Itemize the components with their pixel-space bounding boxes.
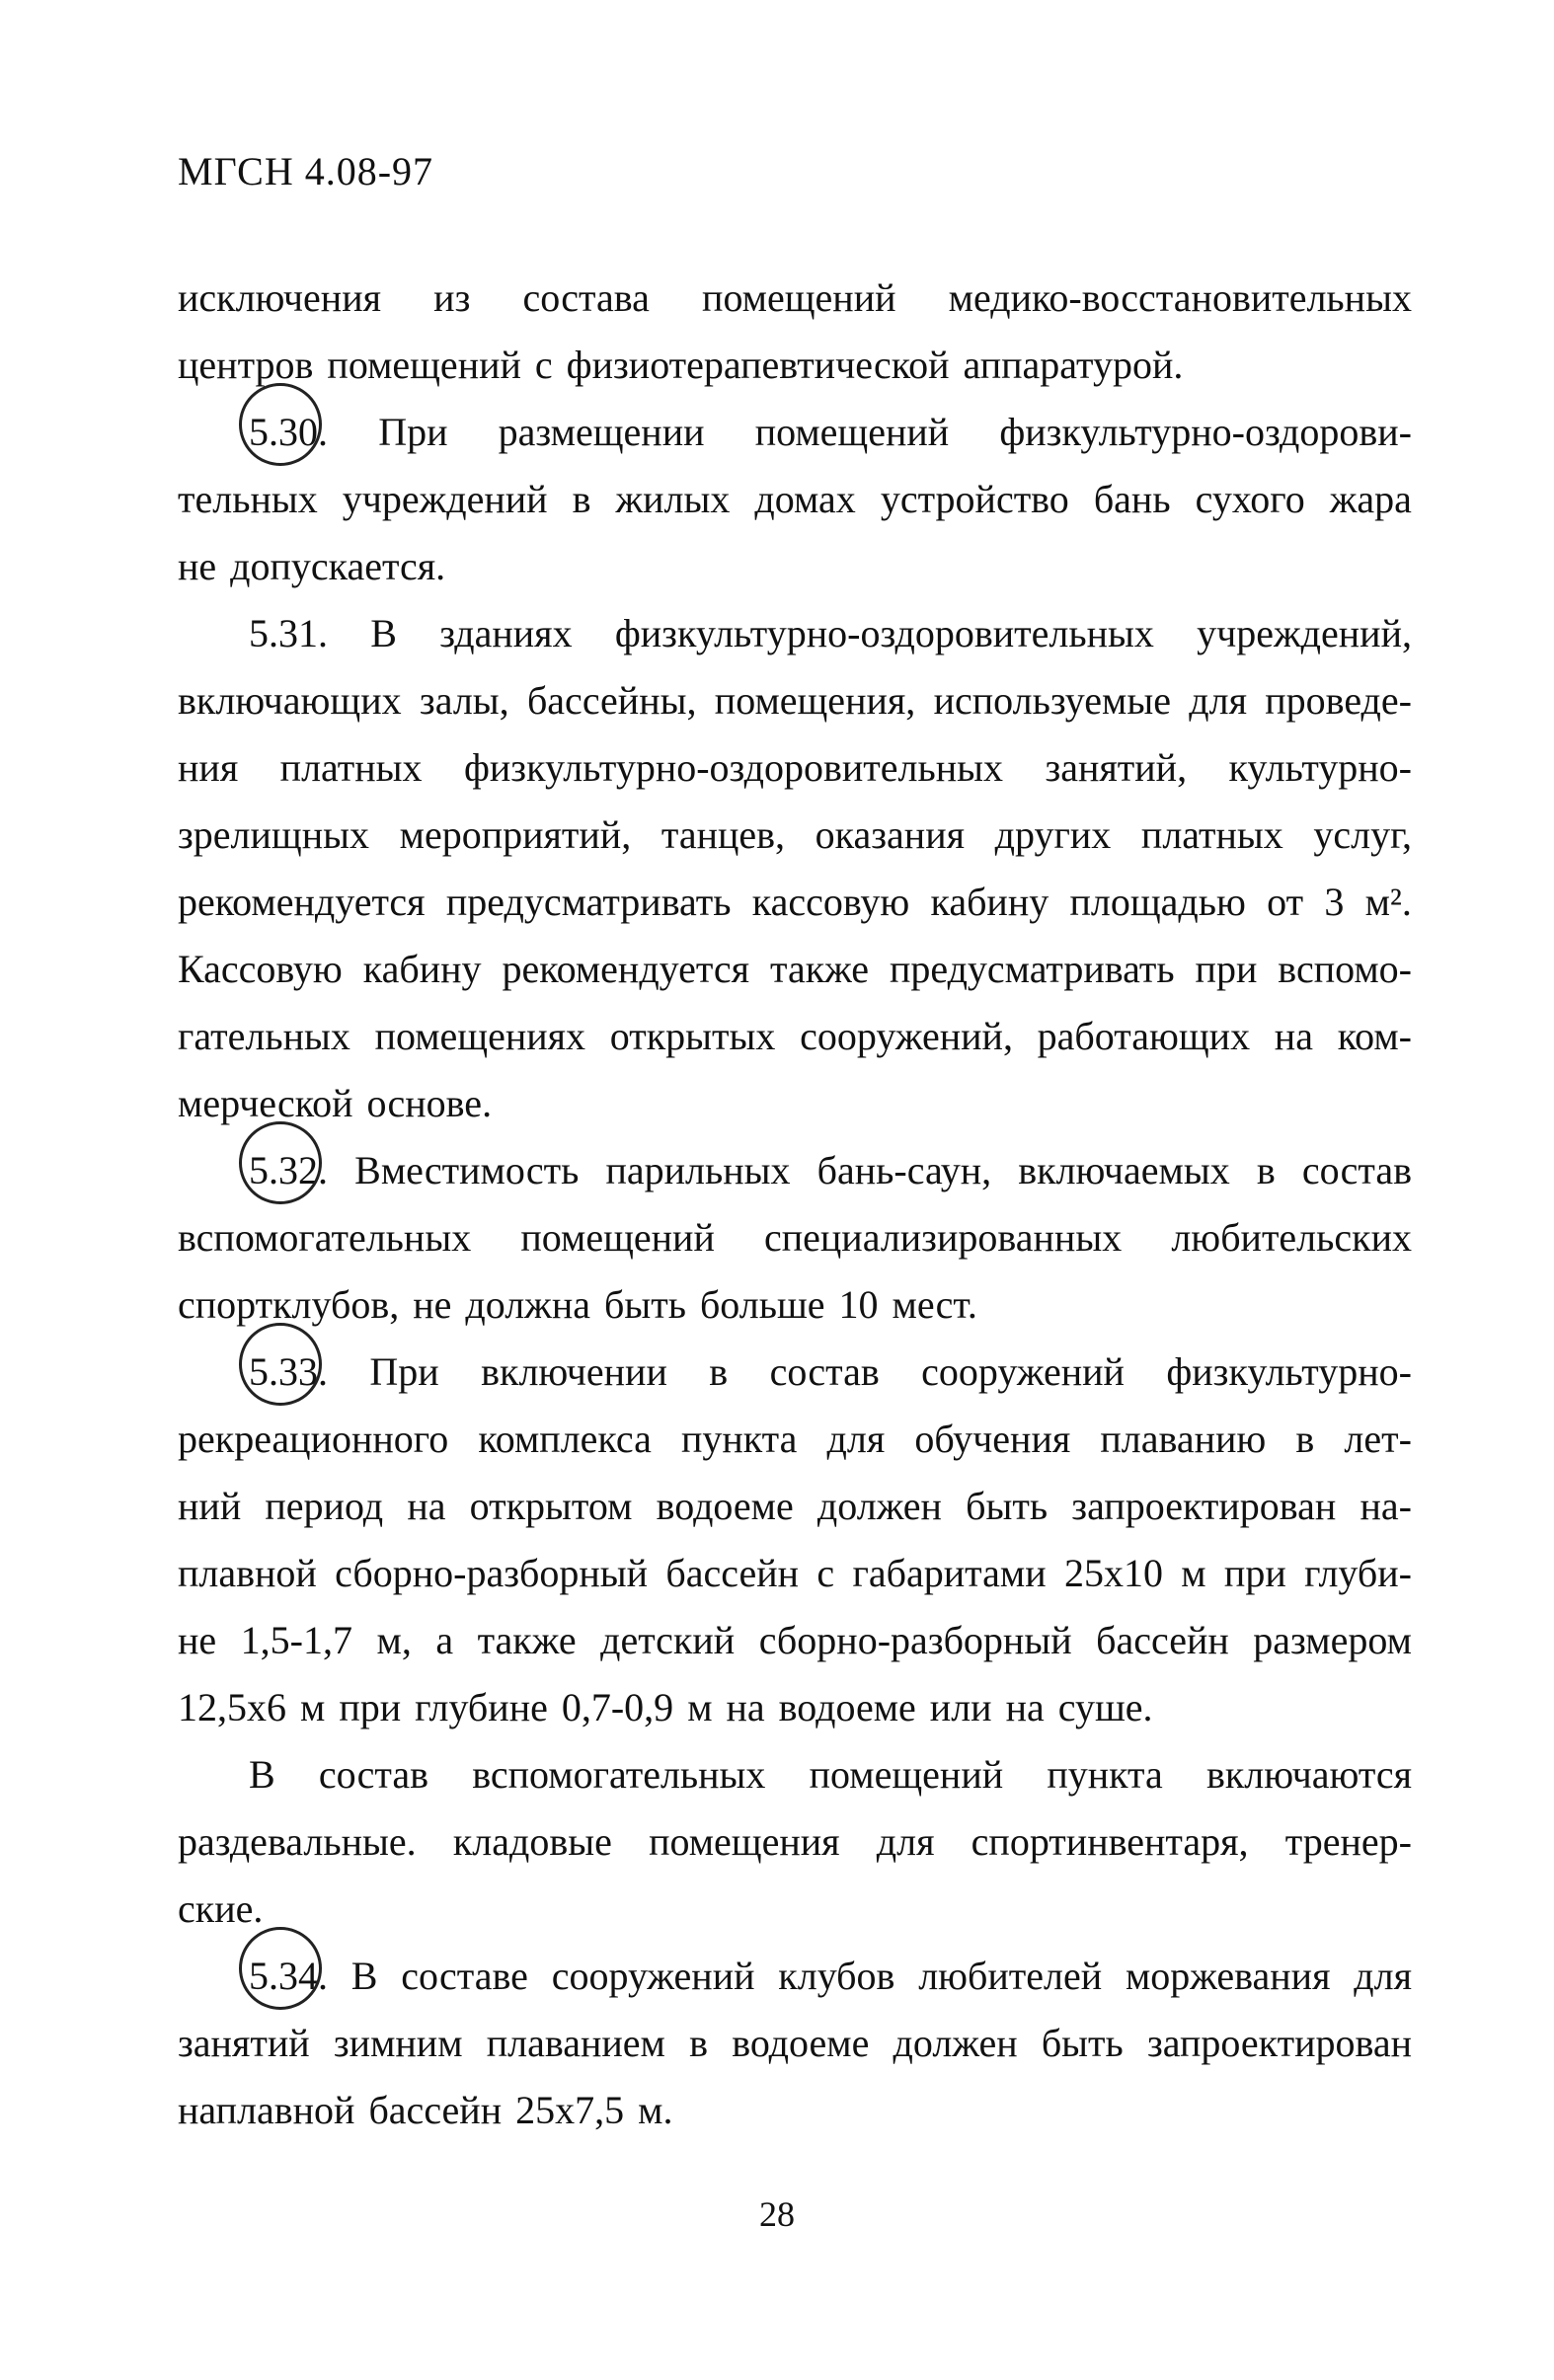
word: период bbox=[265, 1484, 384, 1528]
word: размещении bbox=[498, 410, 705, 454]
word: бассейн bbox=[368, 2088, 503, 2132]
word: мероприятий, bbox=[399, 812, 632, 857]
word: м bbox=[300, 1685, 326, 1729]
word: ком- bbox=[1337, 1014, 1412, 1058]
word: включении bbox=[481, 1349, 667, 1394]
word: в bbox=[689, 2021, 708, 2065]
word: быть bbox=[603, 1282, 686, 1327]
text-line bbox=[178, 1204, 1412, 1271]
word: на- bbox=[1360, 1484, 1412, 1528]
word: больше bbox=[699, 1282, 825, 1327]
word: Кассовую bbox=[178, 947, 343, 991]
word: в bbox=[572, 477, 591, 521]
word: помещений bbox=[520, 1215, 715, 1260]
word: размером bbox=[1253, 1618, 1412, 1662]
text-line bbox=[178, 1473, 1412, 1540]
word: В bbox=[350, 1954, 378, 1998]
word: кассовую bbox=[751, 880, 910, 924]
word: помещения bbox=[649, 1819, 840, 1864]
word: запроектирован bbox=[1147, 2021, 1412, 2065]
word: кладовые bbox=[452, 1819, 612, 1864]
word: в bbox=[709, 1349, 729, 1394]
word: исключения bbox=[178, 275, 381, 320]
word: не bbox=[413, 1282, 452, 1327]
word: других bbox=[994, 812, 1112, 857]
word: В bbox=[249, 1752, 275, 1797]
word: основе. bbox=[366, 1081, 493, 1125]
word: открытом bbox=[469, 1484, 633, 1528]
text-line bbox=[178, 1540, 1412, 1607]
word: мерческой bbox=[178, 1081, 353, 1125]
word: медико-восстановительных bbox=[948, 275, 1412, 320]
word: на bbox=[726, 1685, 765, 1729]
text-line bbox=[178, 1339, 1412, 1406]
word: занятий, bbox=[1045, 745, 1188, 790]
word: лет- bbox=[1344, 1417, 1412, 1461]
word: на bbox=[407, 1484, 446, 1528]
word: комплекса bbox=[478, 1417, 652, 1461]
word: при bbox=[1223, 1551, 1286, 1595]
word: также bbox=[769, 947, 869, 991]
word: парильных bbox=[605, 1148, 791, 1192]
word: м, bbox=[376, 1618, 412, 1662]
word: пункта bbox=[680, 1417, 798, 1461]
word: зимним bbox=[333, 2021, 463, 2065]
paragraph bbox=[178, 600, 1412, 1137]
word: ний bbox=[178, 1484, 242, 1528]
word: площадью bbox=[1069, 880, 1246, 924]
clause-number: 5.33. bbox=[249, 1339, 328, 1406]
word: ские. bbox=[178, 1886, 264, 1931]
word: должен bbox=[816, 1484, 942, 1528]
word: клубов bbox=[778, 1954, 895, 1998]
word: культурно- bbox=[1228, 745, 1412, 790]
word: в bbox=[1295, 1417, 1315, 1461]
word: тренер- bbox=[1284, 1819, 1412, 1864]
text-line bbox=[178, 332, 1412, 399]
word: работающих bbox=[1037, 1014, 1251, 1058]
word: включаются bbox=[1205, 1752, 1412, 1797]
word: 1,5-1,7 bbox=[240, 1618, 352, 1662]
word: специализированных bbox=[763, 1215, 1123, 1260]
word: При bbox=[378, 410, 448, 454]
word: 25х10 bbox=[1063, 1551, 1163, 1595]
text-line bbox=[178, 600, 1412, 667]
text-line bbox=[178, 1607, 1412, 1674]
text-line bbox=[178, 734, 1412, 802]
clause-number: 5.31. bbox=[249, 611, 328, 655]
word: обучения bbox=[914, 1417, 1071, 1461]
text-line bbox=[178, 936, 1412, 1003]
word: также bbox=[477, 1618, 577, 1662]
word: состав bbox=[769, 1349, 880, 1394]
paragraph bbox=[178, 265, 1412, 399]
word: для bbox=[1354, 1954, 1412, 1998]
word: включающих bbox=[178, 678, 402, 723]
word: водоеме bbox=[732, 2021, 870, 2065]
word: физкультурно- bbox=[1166, 1349, 1412, 1394]
text-line bbox=[178, 265, 1412, 332]
word: для bbox=[1189, 678, 1247, 723]
word: или bbox=[929, 1685, 992, 1729]
word: помещения, bbox=[714, 678, 916, 723]
word: глубине bbox=[415, 1685, 548, 1729]
word: для bbox=[876, 1819, 935, 1864]
word: танцев, bbox=[660, 812, 786, 857]
text-line bbox=[178, 1406, 1412, 1473]
word: суше. bbox=[1057, 1685, 1153, 1729]
word: бассейн bbox=[665, 1551, 800, 1595]
word: бань bbox=[1093, 477, 1171, 521]
word: с bbox=[816, 1551, 835, 1595]
word: при bbox=[339, 1685, 402, 1729]
word: залы, bbox=[419, 678, 509, 723]
word: пункта bbox=[1047, 1752, 1163, 1797]
word: бассейн bbox=[1096, 1618, 1229, 1662]
word: сооружений bbox=[551, 1954, 755, 1998]
word: водоеме bbox=[778, 1685, 916, 1729]
word: В bbox=[370, 611, 397, 655]
word: физкультурно-оздорови- bbox=[999, 410, 1412, 454]
document-body bbox=[178, 265, 1412, 2144]
word: помещений bbox=[809, 1752, 1004, 1797]
word: платных bbox=[1140, 812, 1283, 857]
word: зрелищных bbox=[178, 812, 370, 857]
word: при bbox=[1195, 947, 1258, 991]
paragraph bbox=[178, 1943, 1412, 2144]
word: кабину bbox=[362, 947, 482, 991]
word: плаванию bbox=[1100, 1417, 1267, 1461]
word: 25х7,5 bbox=[515, 2088, 625, 2132]
text-line bbox=[178, 533, 1412, 600]
text-line bbox=[178, 466, 1412, 533]
word: м bbox=[1181, 1551, 1206, 1595]
word: с bbox=[534, 343, 553, 387]
clause-number: 5.34. bbox=[249, 1943, 328, 2010]
word: аппаратурой. bbox=[963, 343, 1184, 387]
word: моржевания bbox=[1125, 1954, 1331, 1998]
word: предусматривать bbox=[445, 880, 732, 924]
paragraph bbox=[178, 1339, 1412, 1741]
paragraph bbox=[178, 1741, 1412, 1943]
text-line bbox=[178, 399, 1412, 466]
word: на bbox=[1005, 1685, 1045, 1729]
word: оказания bbox=[815, 812, 966, 857]
word: 12,5х6 bbox=[178, 1685, 286, 1729]
paragraph bbox=[178, 1137, 1412, 1339]
word: составе bbox=[401, 1954, 528, 1998]
word: сооружений, bbox=[800, 1014, 1013, 1058]
word: жара bbox=[1329, 477, 1412, 521]
word: учреждений, bbox=[1197, 611, 1412, 655]
word: глуби- bbox=[1304, 1551, 1412, 1595]
word: вспомо- bbox=[1278, 947, 1412, 991]
word: не bbox=[178, 544, 217, 588]
word: на bbox=[1274, 1014, 1313, 1058]
word: спортинвентаря, bbox=[971, 1819, 1249, 1864]
word: домах bbox=[754, 477, 856, 521]
clause-number: 5.32. bbox=[249, 1137, 328, 1204]
word: водоеме bbox=[656, 1484, 794, 1528]
word: в bbox=[1256, 1148, 1276, 1192]
word: бань-саун, bbox=[816, 1148, 992, 1192]
word: рекреационного bbox=[178, 1417, 449, 1461]
word: открытых bbox=[609, 1014, 776, 1058]
word: учреждений bbox=[342, 477, 548, 521]
word: зданиях bbox=[439, 611, 573, 655]
word: При bbox=[369, 1349, 439, 1394]
word: центров bbox=[178, 343, 314, 387]
text-line bbox=[178, 1741, 1412, 1808]
word: должен bbox=[893, 2021, 1018, 2065]
word: физкультурно-оздоровительных bbox=[614, 611, 1154, 655]
word: бассейны, bbox=[526, 678, 697, 723]
word: включаемых bbox=[1018, 1148, 1230, 1192]
word: тельных bbox=[178, 477, 318, 521]
word: помещений bbox=[754, 410, 950, 454]
text-line bbox=[178, 802, 1412, 869]
word: 3 bbox=[1324, 880, 1345, 924]
word: не bbox=[178, 1618, 217, 1662]
word: помещений bbox=[327, 343, 521, 387]
word: состав bbox=[318, 1752, 429, 1797]
word: предусматривать bbox=[889, 947, 1175, 991]
text-line bbox=[178, 1674, 1412, 1741]
word: жилых bbox=[615, 477, 731, 521]
text-line bbox=[178, 869, 1412, 936]
word: плаванием bbox=[486, 2021, 665, 2065]
document-code-header: МГСН 4.08-97 bbox=[178, 149, 434, 193]
word: а bbox=[435, 1618, 454, 1662]
word: кабину bbox=[930, 880, 1049, 924]
word: габаритами bbox=[852, 1551, 1047, 1595]
word: занятий bbox=[178, 2021, 310, 2065]
word: вспомогательных bbox=[472, 1752, 766, 1797]
word: должна bbox=[465, 1282, 590, 1327]
word: вспомогательных bbox=[178, 1215, 472, 1260]
word: платных bbox=[279, 745, 423, 790]
text-line bbox=[178, 1137, 1412, 1204]
text-line bbox=[178, 2010, 1412, 2077]
word: м. bbox=[638, 2088, 673, 2132]
word: сооружений bbox=[921, 1349, 1125, 1394]
text-line bbox=[178, 2077, 1412, 2144]
word: ния bbox=[178, 745, 239, 790]
word: гательных bbox=[178, 1014, 350, 1058]
word: сборно-разборный bbox=[335, 1551, 649, 1595]
word: детский bbox=[600, 1618, 736, 1662]
text-line bbox=[178, 1943, 1412, 2010]
word: используемые bbox=[933, 678, 1171, 723]
word: наплавной bbox=[178, 2088, 355, 2132]
word: проведе- bbox=[1265, 678, 1412, 723]
word: допускается. bbox=[230, 544, 446, 588]
word: быть bbox=[1041, 2021, 1124, 2065]
word: м². bbox=[1364, 880, 1412, 924]
page-number: 28 bbox=[759, 2194, 795, 2234]
word: 0,7-0,9 bbox=[561, 1685, 674, 1729]
word: помещениях bbox=[374, 1014, 586, 1058]
word: Вместимость bbox=[354, 1148, 580, 1192]
word: быть bbox=[966, 1484, 1049, 1528]
word: устройство bbox=[880, 477, 1069, 521]
text-line bbox=[178, 1271, 1412, 1339]
word: рекомендуется bbox=[502, 947, 750, 991]
text-line bbox=[178, 1070, 1412, 1137]
text-line bbox=[178, 1808, 1412, 1876]
word: для bbox=[826, 1417, 886, 1461]
text-line bbox=[178, 1876, 1412, 1943]
word: физкультурно-оздоровительных bbox=[463, 745, 1003, 790]
clause-number: 5.30. bbox=[249, 399, 328, 466]
text-line bbox=[178, 667, 1412, 734]
paragraph bbox=[178, 399, 1412, 600]
word: любительских bbox=[1171, 1215, 1412, 1260]
word: сухого bbox=[1195, 477, 1305, 521]
word: запроектирован bbox=[1071, 1484, 1337, 1528]
word: м bbox=[687, 1685, 713, 1729]
word: любителей bbox=[918, 1954, 1103, 1998]
word: физиотерапевтической bbox=[566, 343, 950, 387]
word: из bbox=[433, 275, 471, 320]
word: услуг, bbox=[1313, 812, 1412, 857]
text-line bbox=[178, 1003, 1412, 1070]
word: состав bbox=[1301, 1148, 1412, 1192]
word: плавной bbox=[178, 1551, 317, 1595]
word: состава bbox=[522, 275, 650, 320]
word: 10 bbox=[838, 1282, 879, 1327]
word: раздевальные. bbox=[178, 1819, 417, 1864]
word: рекомендуется bbox=[178, 880, 426, 924]
word: спортклубов, bbox=[178, 1282, 400, 1327]
word: помещений bbox=[702, 275, 896, 320]
word: сборно-разборный bbox=[758, 1618, 1072, 1662]
word: от bbox=[1267, 880, 1304, 924]
word: мест. bbox=[892, 1282, 977, 1327]
